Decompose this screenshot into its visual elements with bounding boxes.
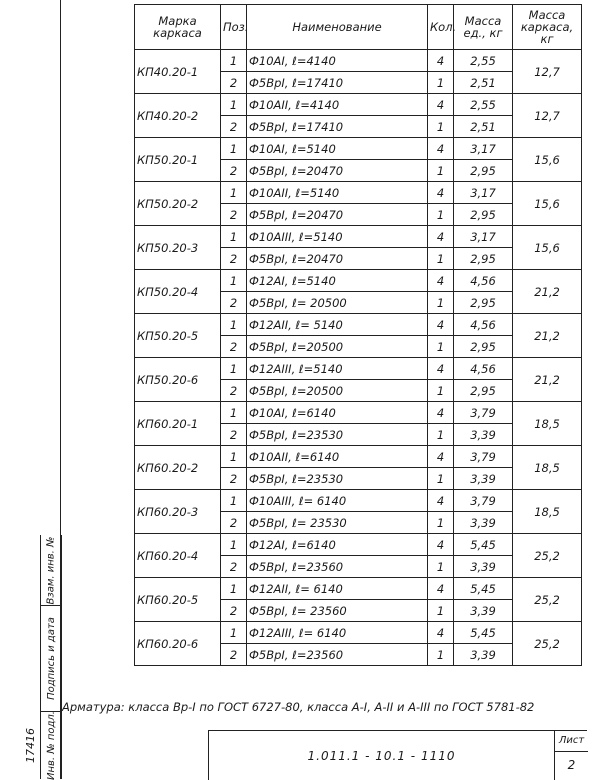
position-number: 1 [221, 314, 247, 336]
position-number: 2 [221, 512, 247, 534]
item-quantity: 1 [428, 336, 454, 358]
item-name: Ф12АI, ℓ=6140 [247, 534, 428, 556]
table-row [135, 534, 582, 556]
position-number: 1 [221, 270, 247, 292]
frame-mark: КП50.20-6 [135, 358, 221, 402]
header-pos: Поз. [221, 5, 247, 50]
frame-total-mass: 18,5 [513, 490, 582, 534]
specification-table [134, 4, 582, 666]
unit-mass: 2,95 [454, 380, 513, 402]
item-quantity: 4 [428, 446, 454, 468]
position-number: 2 [221, 204, 247, 226]
item-quantity: 4 [428, 94, 454, 116]
position-number: 2 [221, 600, 247, 622]
frame-total-mass: 15,6 [513, 182, 582, 226]
table-row [135, 138, 582, 160]
header-qty: Кол. [428, 5, 454, 50]
item-quantity: 1 [428, 644, 454, 666]
position-number: 1 [221, 50, 247, 72]
item-quantity: 4 [428, 578, 454, 600]
frame-total-mass: 12,7 [513, 94, 582, 138]
item-quantity: 4 [428, 314, 454, 336]
position-number: 2 [221, 556, 247, 578]
position-number: 2 [221, 468, 247, 490]
item-name: Ф5ВрI, ℓ=23560 [247, 556, 428, 578]
position-number: 1 [221, 226, 247, 248]
frame-total-mass: 21,2 [513, 314, 582, 358]
item-quantity: 4 [428, 358, 454, 380]
table-header-row [135, 5, 582, 50]
item-quantity: 1 [428, 468, 454, 490]
frame-total-mass: 25,2 [513, 622, 582, 666]
item-quantity: 1 [428, 556, 454, 578]
unit-mass: 3,79 [454, 446, 513, 468]
position-number: 2 [221, 72, 247, 94]
position-number: 1 [221, 402, 247, 424]
item-name: Ф10АI, ℓ=4140 [247, 50, 428, 72]
item-name: Ф12АIII, ℓ=5140 [247, 358, 428, 380]
frame-mark: КП60.20-4 [135, 534, 221, 578]
frame-mark: КП50.20-1 [135, 138, 221, 182]
table-row [135, 622, 582, 644]
item-name: Ф10АI, ℓ=6140 [247, 402, 428, 424]
position-number: 1 [221, 578, 247, 600]
stamp-sign-date [41, 605, 61, 712]
unit-mass: 5,45 [454, 534, 513, 556]
item-name: Ф5ВрI, ℓ=23530 [247, 424, 428, 446]
table-row [135, 226, 582, 248]
frame-total-mass: 21,2 [513, 270, 582, 314]
unit-mass: 3,39 [454, 600, 513, 622]
item-name: Ф10АIII, ℓ=5140 [247, 226, 428, 248]
position-number: 2 [221, 380, 247, 402]
header-mark: Марка каркаса [135, 5, 221, 50]
item-name: Ф5ВрI, ℓ= 23560 [247, 600, 428, 622]
item-quantity: 1 [428, 204, 454, 226]
item-name: Ф10АI, ℓ=5140 [247, 138, 428, 160]
frame-total-mass: 15,6 [513, 138, 582, 182]
item-quantity: 1 [428, 72, 454, 94]
item-name: Ф12АII, ℓ= 5140 [247, 314, 428, 336]
stamp-inv-replace-label: Взам. инв. № [45, 536, 57, 604]
frame-total-mass: 25,2 [513, 578, 582, 622]
item-quantity: 4 [428, 402, 454, 424]
sheet-cell [554, 731, 588, 780]
item-name: Ф5ВрI, ℓ=20470 [247, 204, 428, 226]
stamp-inv-orig-label: Инв. № подл. [45, 710, 57, 780]
margin-stamp [40, 535, 62, 779]
position-number: 1 [221, 138, 247, 160]
frame-total-mass: 15,6 [513, 226, 582, 270]
frame-total-mass: 18,5 [513, 402, 582, 446]
stamp-inv-replace [41, 535, 61, 606]
table-body [135, 50, 582, 666]
unit-mass: 2,95 [454, 248, 513, 270]
unit-mass: 2,51 [454, 116, 513, 138]
table-row [135, 182, 582, 204]
table-row [135, 578, 582, 600]
sheet-number: 2 [567, 758, 576, 772]
header-mass-unit: Масса ед., кг [454, 5, 513, 50]
frame-mark: КП50.20-4 [135, 270, 221, 314]
item-quantity: 4 [428, 50, 454, 72]
item-name: Ф12АII, ℓ= 6140 [247, 578, 428, 600]
item-name: Ф12АIII, ℓ= 6140 [247, 622, 428, 644]
item-quantity: 4 [428, 534, 454, 556]
frame-mark: КП60.20-6 [135, 622, 221, 666]
table-row [135, 446, 582, 468]
item-name: Ф5ВрI, ℓ=17410 [247, 116, 428, 138]
table-row [135, 490, 582, 512]
unit-mass: 2,55 [454, 94, 513, 116]
frame-total-mass: 25,2 [513, 534, 582, 578]
header-mass-total: Масса каркаса, кг [513, 5, 582, 50]
unit-mass: 3,39 [454, 512, 513, 534]
header-name: Наименование [247, 5, 428, 50]
unit-mass: 3,79 [454, 490, 513, 512]
frame-total-mass: 18,5 [513, 446, 582, 490]
item-quantity: 4 [428, 270, 454, 292]
unit-mass: 2,95 [454, 292, 513, 314]
item-name: Ф12АI, ℓ=5140 [247, 270, 428, 292]
unit-mass: 4,56 [454, 314, 513, 336]
frame-mark: КП50.20-3 [135, 226, 221, 270]
unit-mass: 2,95 [454, 204, 513, 226]
frame-mark: КП50.20-5 [135, 314, 221, 358]
table-row [135, 270, 582, 292]
stamp-inv-number-cell [20, 711, 41, 779]
item-name: Ф5ВрI, ℓ=20500 [247, 336, 428, 358]
item-name: Ф5ВрI, ℓ=20470 [247, 248, 428, 270]
frame-mark: КП50.20-2 [135, 182, 221, 226]
table-row [135, 50, 582, 72]
stamp-inv-orig [41, 711, 61, 779]
frame-mark: КП60.20-3 [135, 490, 221, 534]
table-row [135, 314, 582, 336]
position-number: 1 [221, 622, 247, 644]
unit-mass: 4,56 [454, 358, 513, 380]
table-row [135, 94, 582, 116]
frame-mark: КП60.20-1 [135, 402, 221, 446]
position-number: 2 [221, 292, 247, 314]
item-quantity: 4 [428, 182, 454, 204]
unit-mass: 3,39 [454, 644, 513, 666]
item-quantity: 1 [428, 248, 454, 270]
position-number: 2 [221, 336, 247, 358]
item-name: Ф10АIII, ℓ= 6140 [247, 490, 428, 512]
item-quantity: 1 [428, 512, 454, 534]
item-name: Ф5ВрI, ℓ=23530 [247, 468, 428, 490]
frame-mark: КП60.20-5 [135, 578, 221, 622]
stamp-inv-number: 17416 [23, 727, 37, 763]
item-quantity: 1 [428, 160, 454, 182]
item-name: Ф10АII, ℓ=6140 [247, 446, 428, 468]
unit-mass: 2,55 [454, 50, 513, 72]
item-name: Ф5ВрI, ℓ= 23530 [247, 512, 428, 534]
sheet-label: Лист [555, 731, 588, 752]
frame-total-mass: 21,2 [513, 358, 582, 402]
item-name: Ф10АII, ℓ=4140 [247, 94, 428, 116]
item-name: Ф5ВрI, ℓ=23560 [247, 644, 428, 666]
item-quantity: 4 [428, 226, 454, 248]
item-quantity: 4 [428, 138, 454, 160]
item-quantity: 4 [428, 622, 454, 644]
unit-mass: 5,45 [454, 578, 513, 600]
document-code: 1.011.1 - 10.1 - 1110 [307, 748, 456, 763]
position-number: 1 [221, 534, 247, 556]
unit-mass: 3,79 [454, 402, 513, 424]
frame-mark: КП60.20-2 [135, 446, 221, 490]
unit-mass: 3,39 [454, 468, 513, 490]
item-quantity: 4 [428, 490, 454, 512]
position-number: 2 [221, 248, 247, 270]
reinforcement-note: Арматура: класса Вр-I по ГОСТ 6727-80, класса А-I, А-II и А-III по ГОСТ 5781-82 [62, 700, 535, 714]
unit-mass: 2,51 [454, 72, 513, 94]
item-name: Ф5ВрI, ℓ=20470 [247, 160, 428, 182]
item-name: Ф5ВрI, ℓ=17410 [247, 72, 428, 94]
item-name: Ф5ВрI, ℓ= 20500 [247, 292, 428, 314]
position-number: 2 [221, 424, 247, 446]
item-name: Ф10АII, ℓ=5140 [247, 182, 428, 204]
position-number: 1 [221, 490, 247, 512]
unit-mass: 5,45 [454, 622, 513, 644]
frame-total-mass: 12,7 [513, 50, 582, 94]
item-name: Ф5ВрI, ℓ=20500 [247, 380, 428, 402]
position-number: 1 [221, 182, 247, 204]
position-number: 2 [221, 160, 247, 182]
item-quantity: 1 [428, 116, 454, 138]
position-number: 1 [221, 94, 247, 116]
unit-mass: 2,95 [454, 336, 513, 358]
unit-mass: 3,39 [454, 424, 513, 446]
item-quantity: 1 [428, 380, 454, 402]
position-number: 2 [221, 644, 247, 666]
item-quantity: 1 [428, 600, 454, 622]
item-quantity: 1 [428, 292, 454, 314]
unit-mass: 3,39 [454, 556, 513, 578]
position-number: 2 [221, 116, 247, 138]
position-number: 1 [221, 446, 247, 468]
frame-mark: КП40.20-2 [135, 94, 221, 138]
frame-mark: КП40.20-1 [135, 50, 221, 94]
position-number: 1 [221, 358, 247, 380]
unit-mass: 3,17 [454, 182, 513, 204]
item-quantity: 1 [428, 424, 454, 446]
table-row [135, 358, 582, 380]
unit-mass: 3,17 [454, 138, 513, 160]
unit-mass: 2,95 [454, 160, 513, 182]
unit-mass: 4,56 [454, 270, 513, 292]
table-row [135, 402, 582, 424]
unit-mass: 3,17 [454, 226, 513, 248]
stamp-sign-date-label: Подпись и дата [45, 616, 57, 700]
title-block [208, 730, 587, 780]
